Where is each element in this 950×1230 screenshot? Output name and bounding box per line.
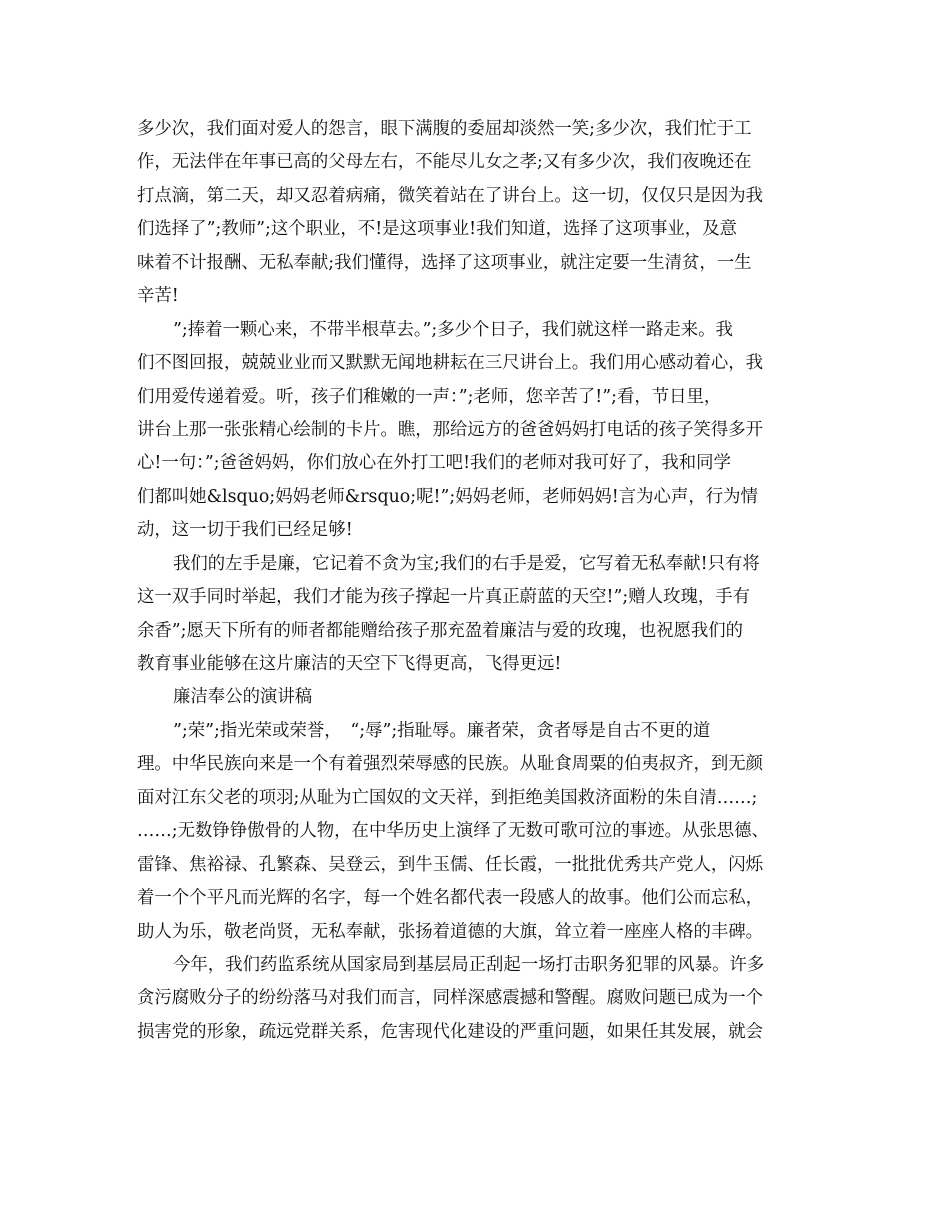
text-line: 作，无法伴在年事已高的父母左右，不能尽儿女之孝;又有多少次，我们夜晚还在 bbox=[137, 152, 752, 173]
text-line: 教育事业能够在这片廉洁的天空下飞得更高，飞得更远! bbox=[137, 654, 562, 674]
text-line: 们选择了”;教师”;这个职业，不!是这项事业!我们知道，选择了这项事业，及意 bbox=[137, 219, 737, 240]
text-line: 余香”;愿天下所有的师者都能赠给孩子那充盈着廉洁与爱的玫瑰，也祝愿我们的 bbox=[137, 620, 744, 641]
text-line: 着一个个平凡而光辉的名字，每一个姓名都代表一段感人的故事。他们公而忘私， bbox=[137, 888, 764, 909]
text-line: 面对江东父老的项羽;从耻为亡国奴的文天祥，到拒绝美国救济面粉的朱自清……; bbox=[137, 787, 758, 808]
paragraph-first-line: ”;荣”;指光荣或荣誉， “;辱”;指耻辱。廉者荣，贪者辱是自古不更的道 bbox=[173, 720, 711, 741]
text-line: 这一双手同时举起，我们才能为孩子撑起一片真正蔚蓝的天空!”;赠人玫瑰，手有 bbox=[137, 587, 751, 608]
text-line: 打点滴，第二天，却又忍着病痛，微笑着站在了讲台上。这一切，仅仅只是因为我 bbox=[137, 185, 764, 206]
text-line: 们不图回报，兢兢业业而又默默无闻地耕耘在三尺讲台上。我们用心感动着心，我 bbox=[137, 353, 764, 374]
text-line: 讲台上那一张张精心绘制的卡片。瞧，那给远方的爸爸妈妈打电话的孩子笑得多开 bbox=[137, 419, 764, 440]
text-line: 们都叫她&lsquo;妈妈老师&rsquo;呢!”;妈妈老师，老师妈妈!言为心声，行为情 bbox=[137, 486, 758, 507]
text-line: 理。中华民族向来是一个有着强烈荣辱感的民族。从耻食周粟的伯夷叔齐，到无颜 bbox=[137, 754, 764, 775]
paragraph-first-line: 今年，我们药监系统从国家局到基层局正刮起一场打击职务犯罪的风暴。许多 bbox=[173, 954, 765, 975]
text-line: 动，这一切于我们已经足够! bbox=[137, 520, 353, 541]
text-line: 损害党的形象，疏远党群关系，危害现代化建设的严重问题，如果任其发展，就会 bbox=[137, 1021, 764, 1042]
text-line: 们用爱传递着爱。听，孩子们稚嫩的一声：”;老师，您辛苦了!”;看，节日里， bbox=[137, 386, 722, 407]
text-line: 心!一句：”;爸爸妈妈，你们放心在外打工吧!我们的老师对我可好了，我和同学 bbox=[137, 453, 731, 474]
text-line: 多少次，我们面对爱人的怨言，眼下满腹的委屈却淡然一笑;多少次，我们忙于工 bbox=[137, 119, 752, 139]
text-line: ……;无数铮铮傲骨的人物，在中华历史上演绎了无数可歌可泣的事迹。从张思德、 bbox=[137, 821, 769, 842]
paragraph-first-line: ”;捧着一颗心来，不带半根草去。”;多少个日子，我们就这样一路走来。我 bbox=[173, 319, 733, 340]
document-body bbox=[137, 113, 817, 1049]
text-line: 助人为乐，敬老尚贤，无私奉献，张扬着道德的大旗，耸立着一座座人格的丰碑。 bbox=[137, 921, 764, 942]
text-line: 雷锋、焦裕禄、孔繁森、吴登云，到牛玉儒、任长霞，一批批优秀共产党人，闪烁 bbox=[137, 854, 764, 875]
text-line: 味着不计报酬、无私奉献;我们懂得，选择了这项事业，就注定要一生清贫，一生 bbox=[137, 252, 752, 273]
paragraph-first-line: 我们的左手是廉，它记着不贪为宝;我们的右手是爱，它写着无私奉献!只有将 bbox=[173, 553, 760, 574]
section-title: 廉洁奉公的演讲稿 bbox=[173, 687, 313, 708]
text-line: 贪污腐败分子的纷纷落马对我们而言，同样深感震撼和警醒。腐败问题已成为一个 bbox=[137, 988, 764, 1009]
text-line: 辛苦! bbox=[137, 286, 179, 307]
